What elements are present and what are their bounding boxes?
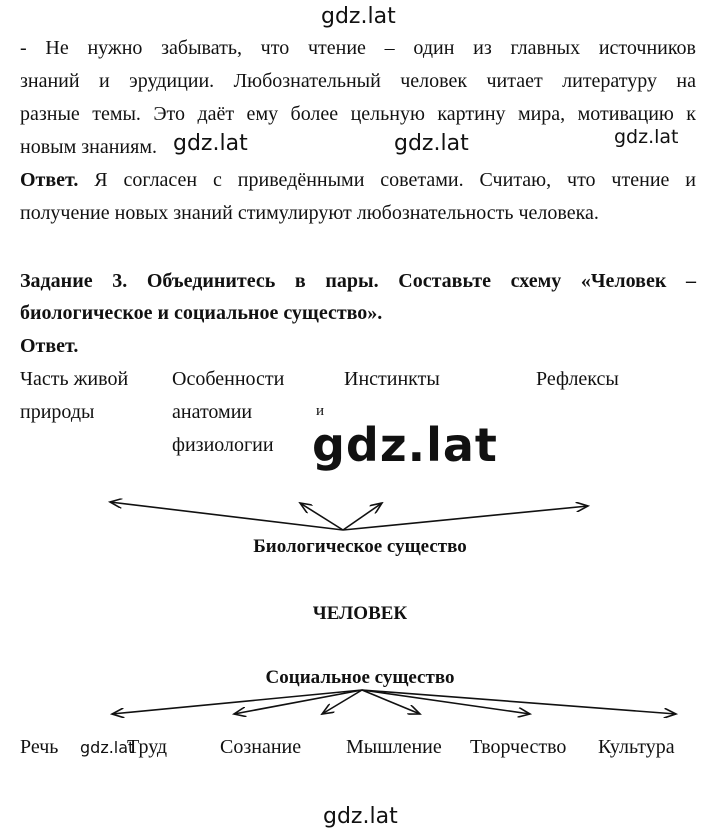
bio-arrow-right — [343, 506, 588, 530]
answer-label: Ответ. — [20, 169, 79, 191]
watermark-top: gdz.lat — [321, 4, 396, 29]
bio-item-1-line1: Часть живой — [20, 368, 129, 390]
social-label: Социальное существо — [265, 667, 455, 688]
social-item-consciousness: Сознание — [220, 736, 302, 758]
human-label: ЧЕЛОВЕК — [312, 603, 408, 624]
watermark-bottom: gdz.lat — [323, 804, 398, 829]
social-item-labor: Труд — [127, 736, 168, 758]
connector-text: и — [316, 403, 325, 419]
social-item-speech: Речь — [20, 736, 59, 758]
paragraph-line-2: знаний и эрудиции. Любознательный человек читает литературу на — [20, 70, 696, 92]
watermark-line4-b: gdz.lat — [394, 131, 469, 156]
bio-item-2-line2: анатомии — [172, 401, 253, 423]
bio-item-2-line3: физиологии — [172, 434, 274, 456]
biological-label: Биологическое существо — [253, 536, 467, 557]
social-item-thinking: Мышление — [346, 736, 442, 758]
watermark-line4-c: gdz.lat — [614, 126, 679, 148]
social-item-creativity: Творчество — [470, 736, 567, 758]
answer-text-1: Я согласен с приведёнными советами. Считаю, что чтение и — [78, 169, 696, 191]
bio-item-1-line2: природы — [20, 401, 95, 423]
answer-line-2: получение новых знаний стимулируют любознательность человека. — [20, 202, 599, 224]
bio-item-4: Рефлексы — [536, 368, 619, 390]
paragraph-line-4: новым знаниям. — [20, 136, 157, 158]
watermark-big: gdz.lat — [312, 418, 498, 472]
task3-line-2: биологическое и социальное существо». — [20, 302, 383, 324]
soc-arrow-6 — [362, 690, 676, 714]
bio-item-2-line1: Особенности — [172, 368, 285, 390]
soc-arrow-1 — [112, 690, 362, 714]
paragraph-line-1: - Не нужно забывать, что чтение – один из главных источников — [20, 37, 696, 59]
paragraph-line-3: разные темы. Это даёт ему более цельную картину мира, мотивацию к — [20, 103, 696, 125]
social-item-culture: Культура — [598, 736, 675, 758]
watermark-line4-a: gdz.lat — [173, 131, 248, 156]
task3-answer-label: Ответ. — [20, 335, 79, 357]
bio-item-3: Инстинкты — [344, 368, 440, 390]
watermark-small-social: gdz.lat — [80, 738, 135, 757]
bio-arrow-left — [110, 502, 343, 530]
soc-arrow-5 — [362, 690, 530, 714]
task3-line-1: Задание 3. Объединитесь в пары. Составьте схему «Человек – — [20, 270, 696, 292]
